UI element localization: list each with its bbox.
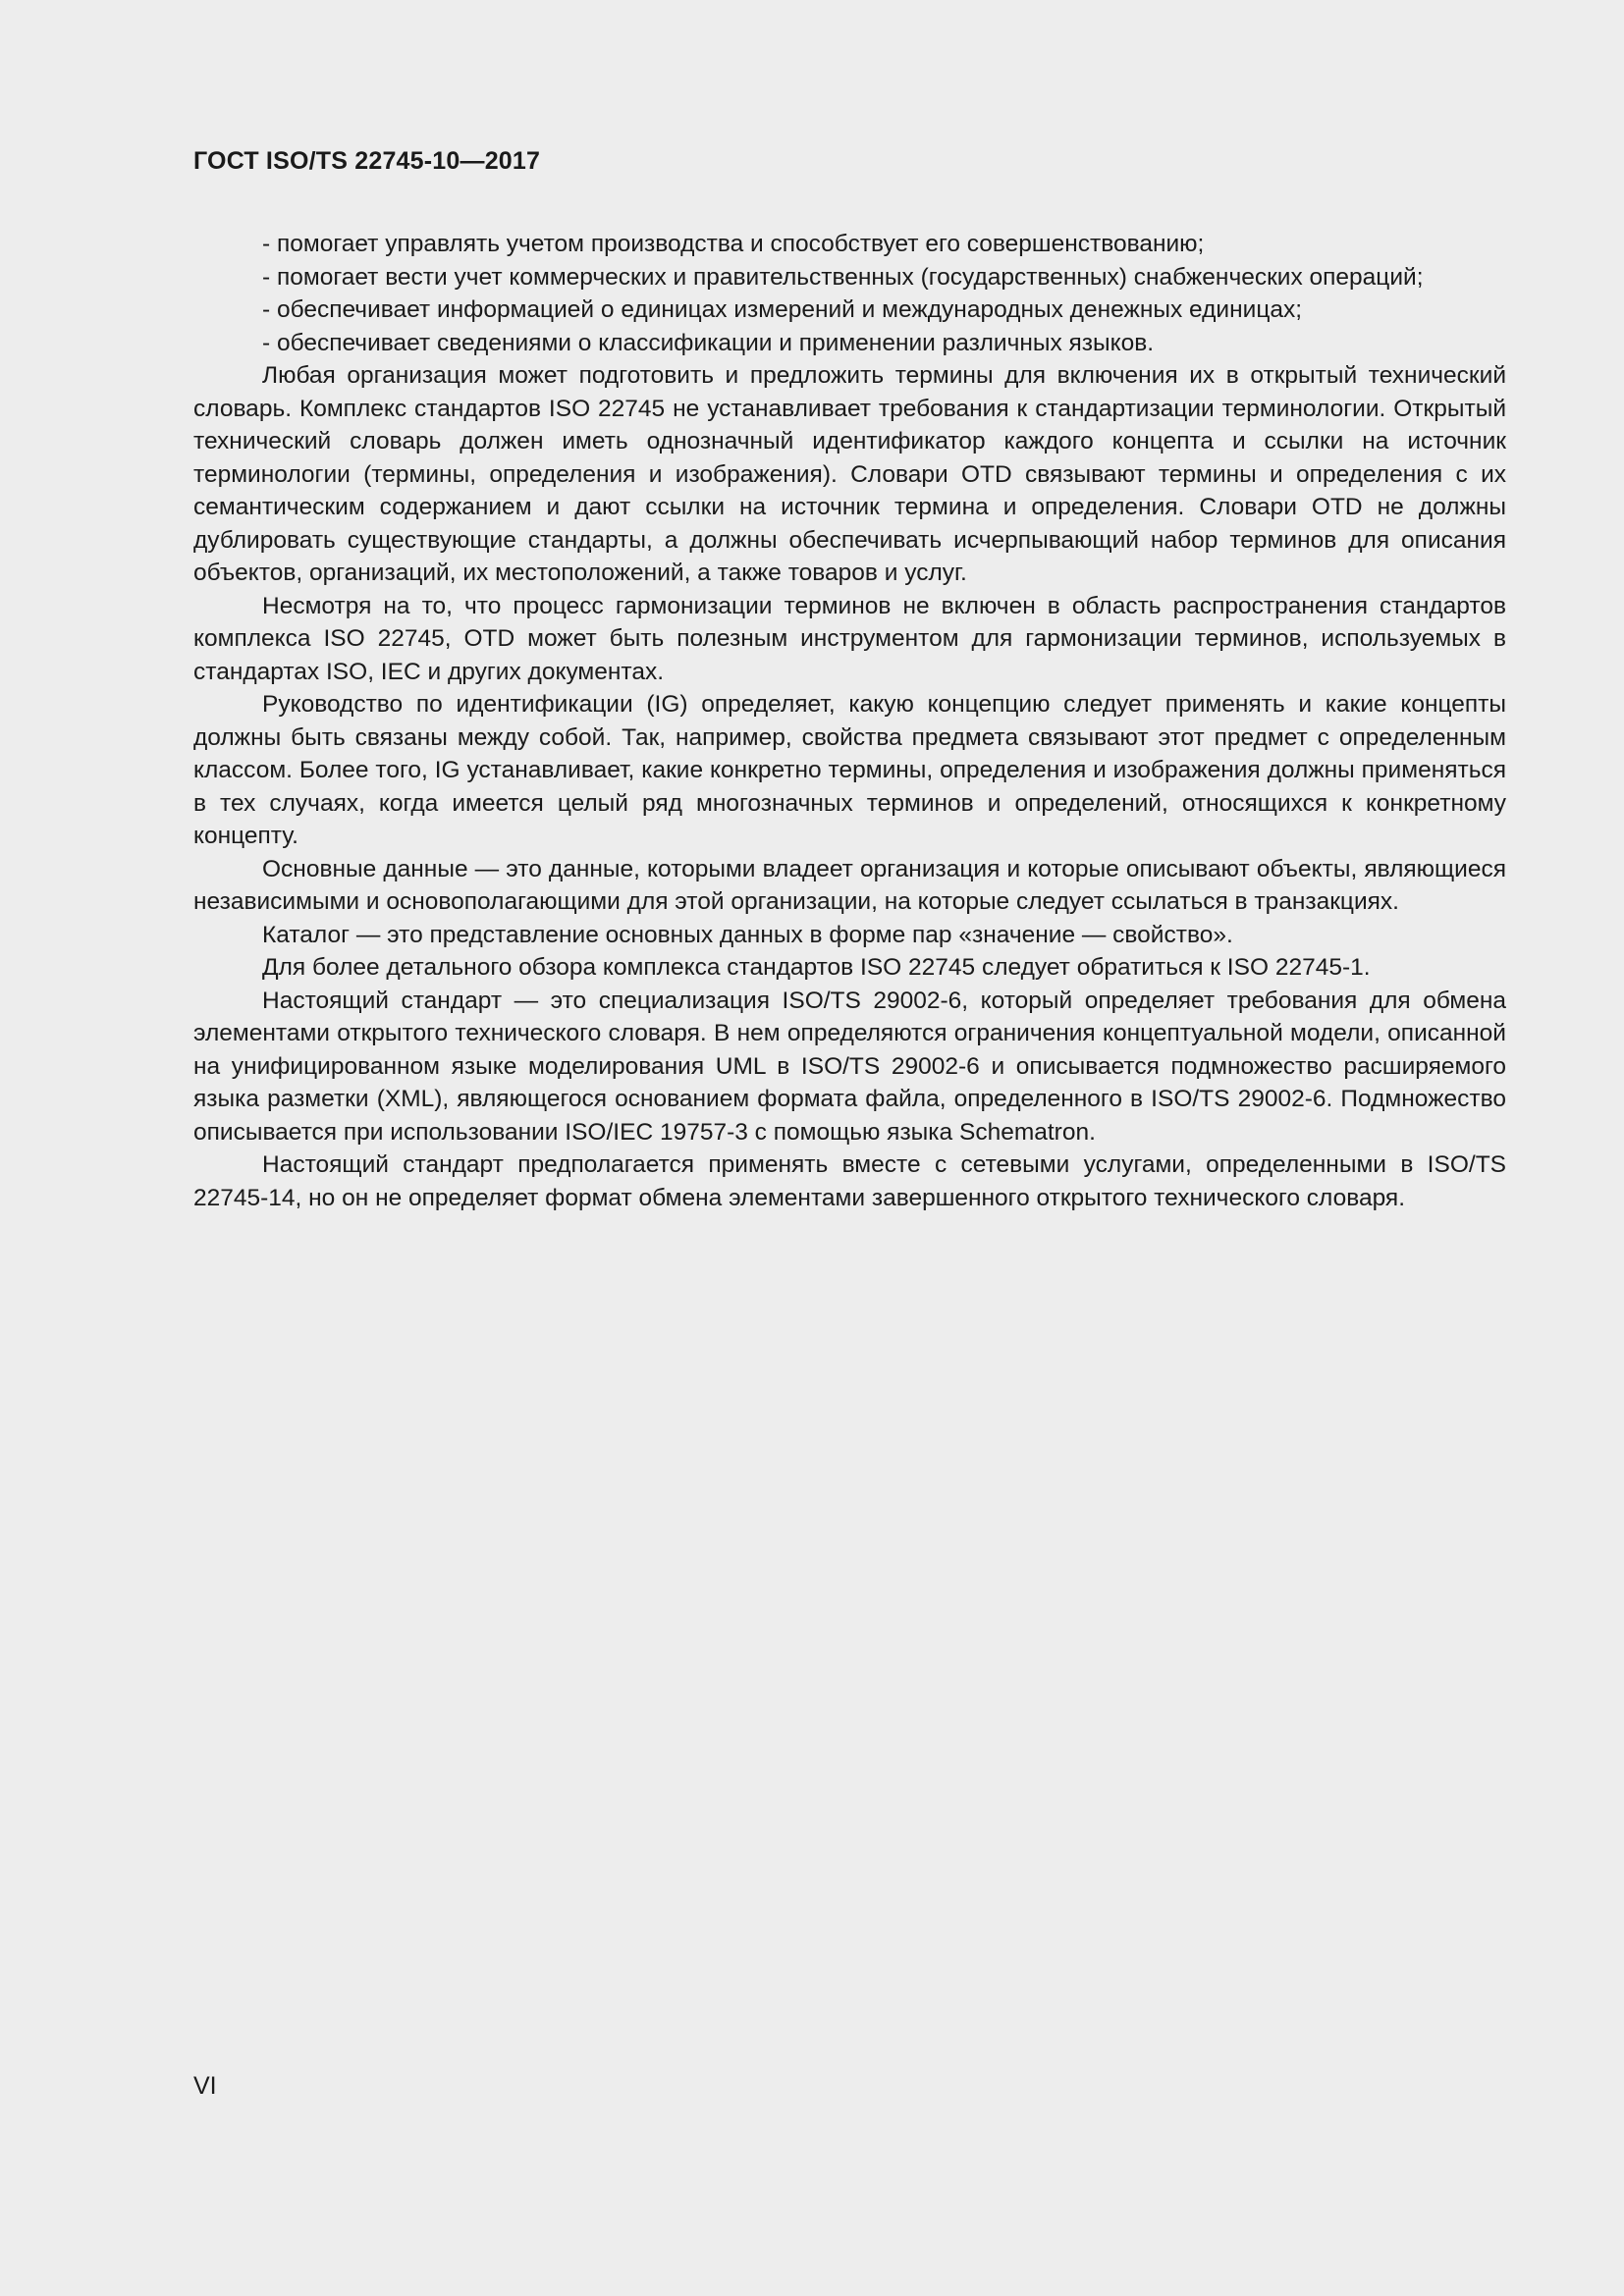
paragraph-organization-terms: Любая организация может подготовить и предложить термины для включения их в открытый технический словарь. Комплекс стандартов ISO 22745 не устанавливает требования к стандартизации терминологии. Открытый технический словарь должен иметь однозначный идентификатор каждого концепта и ссылки на источник терминологии (термины, определения и изображения). Словари OTD связывают термины и определения с их семантическим содержанием и дают ссылки на источник термина и определения. Словари OTD не должны дублировать существующие стандарты, а должны обеспечивать исчерпывающий набор терминов для описания объектов, организаций, их местоположений, а также товаров и услуг. xyxy=(193,362,1506,586)
document-header: ГОСТ ISO/TS 22745-10—2017 xyxy=(193,147,541,175)
page-number: VI xyxy=(193,2072,217,2100)
list-item-procurement: - помогает вести учет коммерческих и правительственных (государственных) снабженческих операций; xyxy=(262,263,1424,291)
paragraph-harmonization: Несмотря на то, что процесс гармонизации терминов не включен в область распространения стандартов комплекса ISO 22745, OTD может быть полезным инструментом для гармонизации терминов, используемых в стандартах ISO, IEC и других документах. xyxy=(193,592,1506,685)
paragraph-identification-guide: Руководство по идентификации (IG) определяет, какую концепцию следует применять и какие концепты должны быть связаны между собой. Так, например, свойства предмета связывают этот предмет с определенным классом. Более того, IG устанавливает, какие конкретно термины, определения и изображения должны применяться в тех случаях, когда имеется целый ряд многозначных терминов и определений, относящихся к конкретному концепту. xyxy=(193,691,1506,849)
paragraph-web-services: Настоящий стандарт предполагается применять вместе с сетевыми услугами, определенными в ISO/TS 22745-14, но он не определяет формат обмена элементами завершенного открытого технического словаря. xyxy=(193,1151,1506,1211)
list-item-languages: - обеспечивает сведениями о классификации и применении различных языков. xyxy=(262,329,1155,356)
list-item-production: - помогает управлять учетом производства и способствует его совершенствованию; xyxy=(262,231,1205,257)
paragraph-scope-specialization: Настоящий стандарт — это специализация ISO/TS 29002-6, который определяет требования для обмена элементами открытого технического словаря. В нем определяются ограничения концептуальной модели, описанной на унифицированном языке моделирования UML в ISO/TS 29002-6 и описывается подмножество расширяемого языка разметки (XML), являющегося основанием формата файла, определенного в ISO/TS 29002-6. Подмножество описывается при использовании ISO/IEC 19757-3 с помощью языка Schematron. xyxy=(193,987,1506,1146)
paragraph-master-data: Основные данные — это данные, которыми владеет организация и которые описывают объекты, являющиеся независимыми и основополагающими для этой организации, на которые следует ссылаться в транзакциях. xyxy=(193,855,1506,915)
list-item-units: - обеспечивает информацией о единицах измерений и международных денежных единицах; xyxy=(262,296,1303,323)
document-body xyxy=(193,228,1506,1214)
paragraph-overview-reference: Для более детального обзора комплекса стандартов ISO 22745 следует обратиться к ISO 22745-1. xyxy=(262,954,1371,981)
paragraph-catalogue: Каталог — это представление основных данных в форме пар «значение — свойство». xyxy=(262,921,1233,948)
